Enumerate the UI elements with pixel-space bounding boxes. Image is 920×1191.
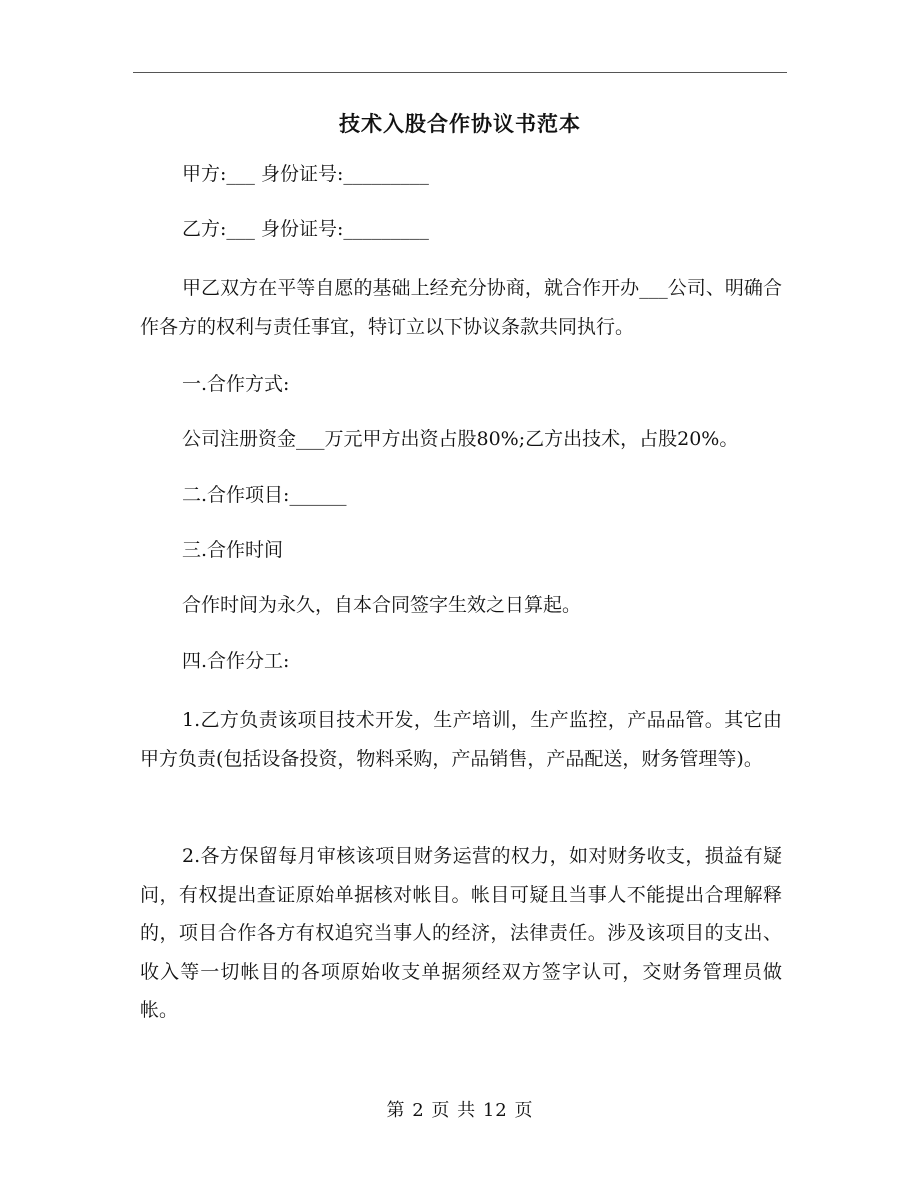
section-3-heading: 三.合作时间 xyxy=(182,539,284,561)
document-title: 技术入股合作协议书范本 xyxy=(339,112,581,136)
clause-2-paragraph: 2.各方保留每月审核该项目财务运营的权力，如对财务收支，损益有疑问，有权提出查证原始单据核对帐目。帐目可疑且当事人不能提出合理解释的，项目合作各方有权追究当事人的经济，法律责任。涉及该项目的支出、收入等一切帐目的各项原始收支单据须经双方签字认可，交财务管理员做帐。 xyxy=(140,845,782,1021)
intro-paragraph: 甲乙双方在平等自愿的基础上经充分协商，就合作开办___公司、明确合作各方的权利与责任事宜，特订立以下协议条款共同执行。 xyxy=(140,277,782,338)
party-a-line: 甲方:___ 身份证号:_________ xyxy=(182,163,429,185)
header-rule xyxy=(133,72,787,73)
section-2-heading: 二.合作项目:______ xyxy=(182,484,347,506)
section-1-heading: 一.合作方式: xyxy=(182,373,290,395)
section-1-body: 公司注册资金___万元甲方出资占股80%;乙方出技术，占股20%。 xyxy=(182,428,739,450)
page-indicator: 第 2 页 共 12 页 xyxy=(386,1100,534,1121)
party-b-line: 乙方:___ 身份证号:_________ xyxy=(182,218,429,240)
section-3-body: 合作时间为永久，自本合同签字生效之日算起。 xyxy=(182,594,582,616)
section-4-heading: 四.合作分工: xyxy=(182,650,290,672)
clause-1-paragraph: 1.乙方负责该项目技术开发，生产培训，生产监控，产品品管。其它由甲方负责(包括设备投资，物料采购，产品销售，产品配送，财务管理等)。 xyxy=(140,709,782,770)
